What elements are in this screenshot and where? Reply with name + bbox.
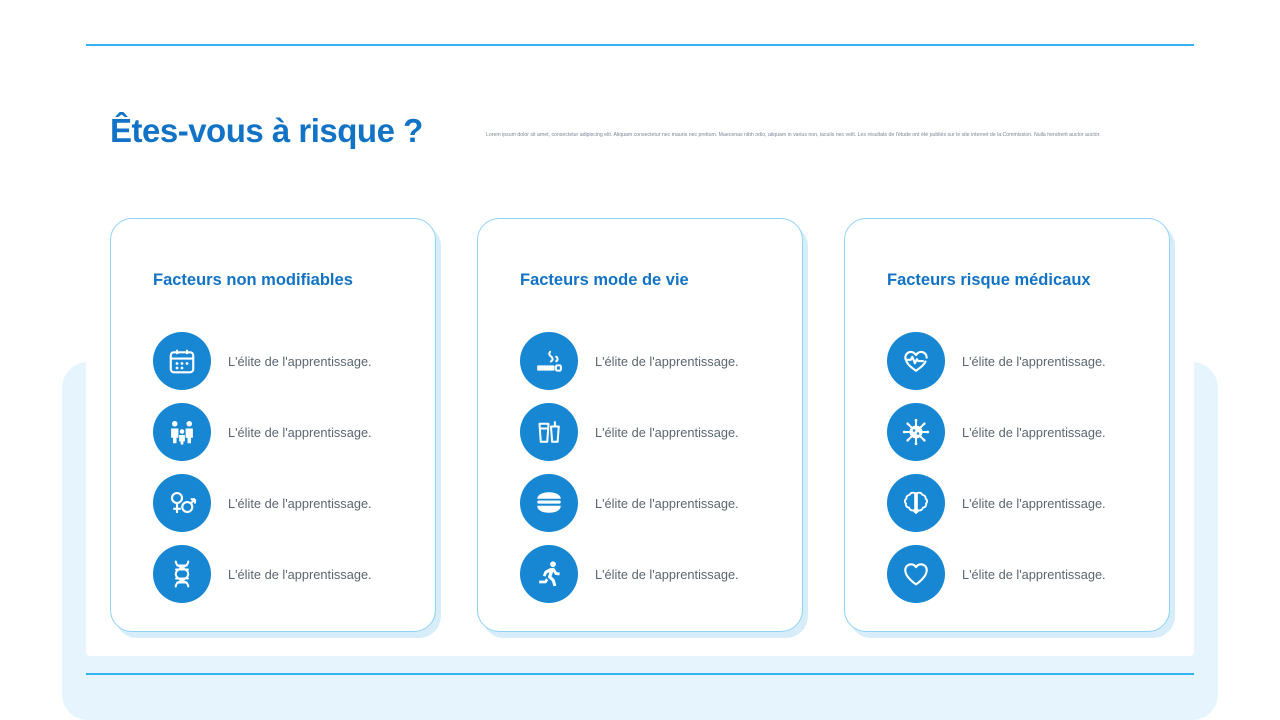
brain-icon (887, 474, 945, 532)
list-item[interactable] (520, 403, 786, 461)
cigarette-icon (520, 332, 578, 390)
card-non-modifiable-factors (110, 218, 436, 632)
card-item-list (520, 332, 786, 616)
gender-icon (153, 474, 211, 532)
list-item[interactable] (520, 474, 786, 532)
list-item[interactable] (520, 332, 786, 390)
heart-icon (887, 545, 945, 603)
card-medical-risk-factors (844, 218, 1170, 632)
list-item[interactable] (887, 545, 1153, 603)
heartbeat-icon (887, 332, 945, 390)
card-lifestyle-factors (477, 218, 803, 632)
dna-icon (153, 545, 211, 603)
cards-row (110, 218, 1170, 636)
list-item-label: L'élite de l'apprentissage. (595, 424, 739, 440)
list-item-label: L'élite de l'apprentissage. (228, 495, 372, 511)
family-icon (153, 403, 211, 461)
card-item-list (887, 332, 1153, 616)
list-item[interactable] (887, 332, 1153, 390)
list-item-label: L'élite de l'apprentissage. (595, 353, 739, 369)
list-item[interactable] (153, 474, 419, 532)
virus-icon (887, 403, 945, 461)
list-item[interactable] (887, 403, 1153, 461)
list-item-label: L'élite de l'apprentissage. (595, 566, 739, 582)
top-divider (86, 44, 1194, 46)
list-item[interactable] (153, 403, 419, 461)
list-item-label: L'élite de l'apprentissage. (962, 495, 1106, 511)
page-title: Êtes-vous à risque ? (110, 112, 423, 149)
list-item-label: L'élite de l'apprentissage. (228, 424, 372, 440)
list-item-label: L'élite de l'apprentissage. (962, 353, 1106, 369)
list-item[interactable] (887, 474, 1153, 532)
list-item[interactable] (153, 332, 419, 390)
calendar-icon (153, 332, 211, 390)
bottom-divider (86, 673, 1194, 675)
burger-icon (520, 474, 578, 532)
list-item-label: L'élite de l'apprentissage. (962, 566, 1106, 582)
list-item-label: L'élite de l'apprentissage. (595, 495, 739, 511)
runner-icon (520, 545, 578, 603)
card-title: Facteurs risque médicaux (887, 271, 1091, 289)
list-item[interactable] (153, 545, 419, 603)
card-item-list (153, 332, 419, 616)
list-item[interactable] (520, 545, 786, 603)
list-item-label: L'élite de l'apprentissage. (228, 566, 372, 582)
list-item-label: L'élite de l'apprentissage. (228, 353, 372, 369)
intro-paragraph: Lorem ipsum dolor sit amet, consectetur adipiscing elit. Aliquam consectetur nec mauris nec pretium. Maecenas nibh odio, aliquam in varius non, iaculis nec velit. Les résultats de l'étude ont été publiés sur le site internet de la Commission. Nulla hendrerit auctor auctor. (486, 132, 1101, 138)
card-title: Facteurs mode de vie (520, 271, 689, 289)
card-title: Facteurs non modifiables (153, 271, 353, 289)
list-item-label: L'élite de l'apprentissage. (962, 424, 1106, 440)
drinks-icon (520, 403, 578, 461)
